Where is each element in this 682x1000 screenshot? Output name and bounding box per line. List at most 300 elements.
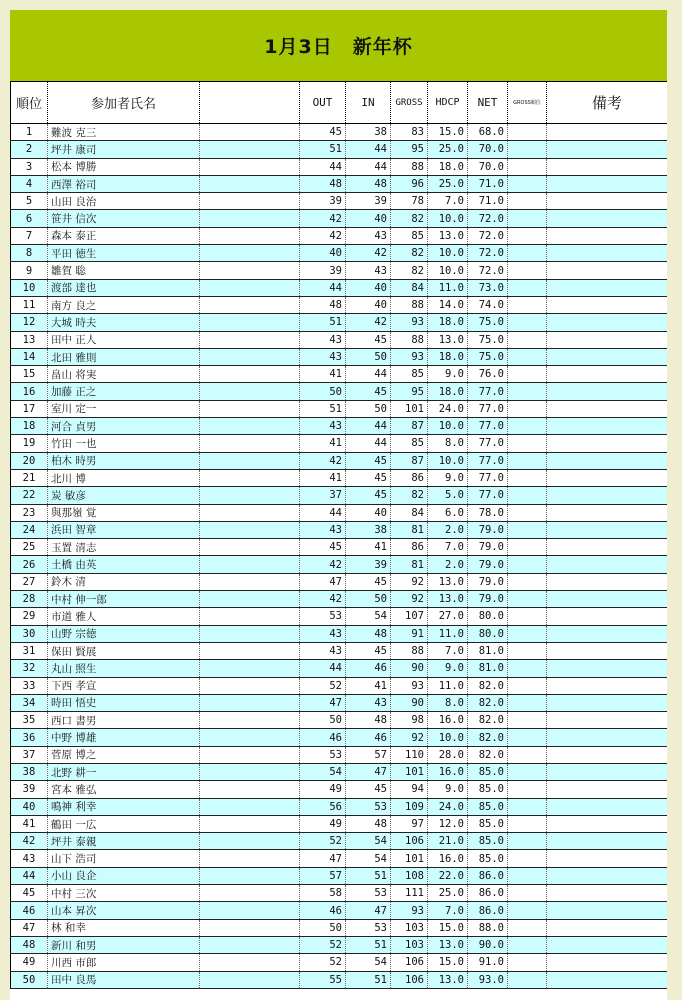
cell-blank xyxy=(200,366,300,383)
cell-rank: 1 xyxy=(11,124,48,141)
cell-blank xyxy=(200,746,300,763)
cell-in: 40 xyxy=(346,210,391,227)
cell-notes xyxy=(547,712,668,729)
cell-gross: 82 xyxy=(391,487,428,504)
cell-net: 75.0 xyxy=(468,314,508,331)
cell-gross-rank xyxy=(508,296,547,313)
cell-out: 52 xyxy=(300,936,346,953)
cell-blank xyxy=(200,435,300,452)
table-row xyxy=(11,746,668,763)
cell-gross-rank xyxy=(508,383,547,400)
cell-notes xyxy=(547,833,668,850)
cell-gross: 88 xyxy=(391,642,428,659)
cell-blank xyxy=(200,867,300,884)
cell-gross-rank xyxy=(508,452,547,469)
table-row xyxy=(11,279,668,296)
cell-blank xyxy=(200,487,300,504)
cell-net: 86.0 xyxy=(468,885,508,902)
cell-rank: 42 xyxy=(11,833,48,850)
cell-out: 44 xyxy=(300,279,346,296)
cell-rank: 19 xyxy=(11,435,48,452)
cell-out: 42 xyxy=(300,452,346,469)
cell-in: 51 xyxy=(346,936,391,953)
cell-rank: 12 xyxy=(11,314,48,331)
cell-hdcp: 28.0 xyxy=(428,746,468,763)
cell-net: 85.0 xyxy=(468,815,508,832)
cell-blank xyxy=(200,781,300,798)
cell-gross-rank xyxy=(508,227,547,244)
cell-in: 45 xyxy=(346,781,391,798)
table-row xyxy=(11,193,668,210)
cell-rank: 14 xyxy=(11,348,48,365)
cell-name: 玉置 清志 xyxy=(48,539,200,556)
cell-name: 小山 良企 xyxy=(48,867,200,884)
cell-gross-rank xyxy=(508,366,547,383)
cell-rank: 16 xyxy=(11,383,48,400)
cell-gross-rank xyxy=(508,608,547,625)
cell-gross-rank xyxy=(508,625,547,642)
cell-hdcp: 16.0 xyxy=(428,763,468,780)
table-row xyxy=(11,677,668,694)
cell-hdcp: 25.0 xyxy=(428,885,468,902)
cell-hdcp: 10.0 xyxy=(428,729,468,746)
cell-gross: 97 xyxy=(391,815,428,832)
table-row xyxy=(11,331,668,348)
cell-gross-rank xyxy=(508,279,547,296)
cell-out: 37 xyxy=(300,487,346,504)
cell-hdcp: 10.0 xyxy=(428,452,468,469)
cell-notes xyxy=(547,591,668,608)
cell-name: 難波 克三 xyxy=(48,124,200,141)
cell-gross: 92 xyxy=(391,729,428,746)
cell-blank xyxy=(200,383,300,400)
cell-in: 40 xyxy=(346,279,391,296)
cell-notes xyxy=(547,573,668,590)
cell-out: 42 xyxy=(300,227,346,244)
cell-rank: 11 xyxy=(11,296,48,313)
cell-notes xyxy=(547,245,668,262)
table-row xyxy=(11,936,668,953)
table-row xyxy=(11,400,668,417)
cell-net: 72.0 xyxy=(468,227,508,244)
cell-name: 鈴木 清 xyxy=(48,573,200,590)
cell-rank: 7 xyxy=(11,227,48,244)
cell-in: 40 xyxy=(346,504,391,521)
cell-blank xyxy=(200,833,300,850)
cell-hdcp: 27.0 xyxy=(428,608,468,625)
cell-hdcp: 13.0 xyxy=(428,936,468,953)
cell-hdcp: 18.0 xyxy=(428,383,468,400)
table-row xyxy=(11,954,668,971)
cell-notes xyxy=(547,867,668,884)
cell-name: 大城 時夫 xyxy=(48,314,200,331)
cell-net: 71.0 xyxy=(468,193,508,210)
table-row xyxy=(11,175,668,192)
cell-gross: 88 xyxy=(391,331,428,348)
cell-out: 52 xyxy=(300,833,346,850)
cell-hdcp: 10.0 xyxy=(428,245,468,262)
cell-out: 53 xyxy=(300,746,346,763)
cell-in: 53 xyxy=(346,885,391,902)
cell-hdcp: 2.0 xyxy=(428,556,468,573)
cell-rank: 27 xyxy=(11,573,48,590)
cell-notes xyxy=(547,729,668,746)
cell-name: 柏木 時男 xyxy=(48,452,200,469)
cell-notes xyxy=(547,919,668,936)
cell-in: 51 xyxy=(346,867,391,884)
cell-blank xyxy=(200,850,300,867)
cell-net: 74.0 xyxy=(468,296,508,313)
cell-net: 77.0 xyxy=(468,487,508,504)
cell-notes xyxy=(547,383,668,400)
cell-gross: 93 xyxy=(391,902,428,919)
header-blank xyxy=(200,82,300,124)
cell-notes xyxy=(547,798,668,815)
cell-gross-rank xyxy=(508,781,547,798)
cell-name: 田中 良馬 xyxy=(48,971,200,988)
table-row xyxy=(11,504,668,521)
cell-blank xyxy=(200,885,300,902)
cell-net: 80.0 xyxy=(468,625,508,642)
cell-blank xyxy=(200,158,300,175)
cell-gross-rank xyxy=(508,193,547,210)
cell-in: 44 xyxy=(346,366,391,383)
cell-notes xyxy=(547,885,668,902)
cell-in: 41 xyxy=(346,677,391,694)
cell-gross: 93 xyxy=(391,677,428,694)
cell-in: 45 xyxy=(346,642,391,659)
cell-name: 川西 市郎 xyxy=(48,954,200,971)
cell-out: 41 xyxy=(300,435,346,452)
cell-hdcp: 11.0 xyxy=(428,677,468,694)
cell-in: 50 xyxy=(346,348,391,365)
cell-name: 浜田 智章 xyxy=(48,521,200,538)
table-row xyxy=(11,660,668,677)
cell-gross: 103 xyxy=(391,919,428,936)
cell-name: 林 和幸 xyxy=(48,919,200,936)
cell-net: 68.0 xyxy=(468,124,508,141)
cell-name: 河合 貞男 xyxy=(48,418,200,435)
cell-name: 北田 雅則 xyxy=(48,348,200,365)
cell-in: 54 xyxy=(346,850,391,867)
cell-gross: 88 xyxy=(391,158,428,175)
cell-out: 43 xyxy=(300,331,346,348)
cell-rank: 33 xyxy=(11,677,48,694)
cell-name: 室川 定一 xyxy=(48,400,200,417)
cell-in: 46 xyxy=(346,660,391,677)
cell-hdcp: 12.0 xyxy=(428,815,468,832)
cell-gross-rank xyxy=(508,746,547,763)
cell-in: 42 xyxy=(346,314,391,331)
cell-in: 48 xyxy=(346,625,391,642)
cell-in: 44 xyxy=(346,418,391,435)
table-row xyxy=(11,124,668,141)
cell-out: 47 xyxy=(300,850,346,867)
cell-hdcp: 8.0 xyxy=(428,435,468,452)
cell-gross: 87 xyxy=(391,418,428,435)
cell-gross-rank xyxy=(508,331,547,348)
cell-gross-rank xyxy=(508,556,547,573)
cell-rank: 36 xyxy=(11,729,48,746)
cell-in: 38 xyxy=(346,124,391,141)
cell-in: 38 xyxy=(346,521,391,538)
cell-gross-rank xyxy=(508,642,547,659)
cell-gross: 95 xyxy=(391,383,428,400)
cell-notes xyxy=(547,400,668,417)
cell-blank xyxy=(200,539,300,556)
cell-rank: 6 xyxy=(11,210,48,227)
cell-notes xyxy=(547,677,668,694)
cell-rank: 46 xyxy=(11,902,48,919)
cell-net: 82.0 xyxy=(468,746,508,763)
cell-name: 山田 良治 xyxy=(48,193,200,210)
cell-name: 南方 良之 xyxy=(48,296,200,313)
cell-notes xyxy=(547,850,668,867)
cell-hdcp: 24.0 xyxy=(428,798,468,815)
cell-rank: 29 xyxy=(11,608,48,625)
cell-net: 77.0 xyxy=(468,400,508,417)
table-row xyxy=(11,366,668,383)
cell-rank: 43 xyxy=(11,850,48,867)
cell-net: 85.0 xyxy=(468,798,508,815)
cell-hdcp: 24.0 xyxy=(428,400,468,417)
cell-gross-rank xyxy=(508,400,547,417)
cell-blank xyxy=(200,262,300,279)
cell-gross-rank xyxy=(508,712,547,729)
cell-notes xyxy=(547,158,668,175)
results-table xyxy=(10,81,667,989)
cell-hdcp: 9.0 xyxy=(428,469,468,486)
cell-net: 70.0 xyxy=(468,158,508,175)
table-row xyxy=(11,850,668,867)
cell-in: 48 xyxy=(346,815,391,832)
cell-gross: 84 xyxy=(391,504,428,521)
table-row xyxy=(11,348,668,365)
cell-rank: 32 xyxy=(11,660,48,677)
table-row xyxy=(11,556,668,573)
cell-notes xyxy=(547,452,668,469)
table-row xyxy=(11,591,668,608)
cell-in: 44 xyxy=(346,141,391,158)
cell-out: 51 xyxy=(300,400,346,417)
cell-rank: 39 xyxy=(11,781,48,798)
cell-rank: 17 xyxy=(11,400,48,417)
cell-net: 78.0 xyxy=(468,504,508,521)
cell-gross-rank xyxy=(508,314,547,331)
cell-notes xyxy=(547,539,668,556)
cell-gross: 82 xyxy=(391,210,428,227)
results-sheet xyxy=(10,10,667,1000)
cell-out: 45 xyxy=(300,124,346,141)
cell-gross: 88 xyxy=(391,296,428,313)
cell-net: 79.0 xyxy=(468,521,508,538)
cell-notes xyxy=(547,556,668,573)
cell-in: 54 xyxy=(346,833,391,850)
cell-name: 平田 徳生 xyxy=(48,245,200,262)
table-row xyxy=(11,469,668,486)
cell-hdcp: 21.0 xyxy=(428,833,468,850)
cell-out: 51 xyxy=(300,141,346,158)
cell-rank: 2 xyxy=(11,141,48,158)
cell-rank: 49 xyxy=(11,954,48,971)
cell-hdcp: 6.0 xyxy=(428,504,468,521)
cell-out: 47 xyxy=(300,573,346,590)
cell-gross-rank xyxy=(508,867,547,884)
cell-net: 82.0 xyxy=(468,712,508,729)
cell-blank xyxy=(200,677,300,694)
table-row xyxy=(11,435,668,452)
cell-gross: 93 xyxy=(391,348,428,365)
cell-hdcp: 2.0 xyxy=(428,521,468,538)
table-row xyxy=(11,487,668,504)
cell-rank: 25 xyxy=(11,539,48,556)
cell-notes xyxy=(547,348,668,365)
cell-name: 西澤 裕司 xyxy=(48,175,200,192)
cell-in: 43 xyxy=(346,262,391,279)
cell-gross-rank xyxy=(508,573,547,590)
cell-gross: 84 xyxy=(391,279,428,296)
cell-rank: 45 xyxy=(11,885,48,902)
cell-gross-rank xyxy=(508,521,547,538)
cell-rank: 15 xyxy=(11,366,48,383)
cell-in: 44 xyxy=(346,158,391,175)
cell-hdcp: 10.0 xyxy=(428,210,468,227)
cell-gross-rank xyxy=(508,885,547,902)
cell-hdcp: 7.0 xyxy=(428,539,468,556)
cell-blank xyxy=(200,504,300,521)
cell-hdcp: 16.0 xyxy=(428,712,468,729)
cell-rank: 18 xyxy=(11,418,48,435)
cell-in: 39 xyxy=(346,556,391,573)
cell-in: 45 xyxy=(346,487,391,504)
cell-out: 58 xyxy=(300,885,346,902)
cell-hdcp: 10.0 xyxy=(428,418,468,435)
table-row xyxy=(11,608,668,625)
cell-name: 市道 雅人 xyxy=(48,608,200,625)
cell-gross: 106 xyxy=(391,954,428,971)
cell-hdcp: 18.0 xyxy=(428,348,468,365)
cell-notes xyxy=(547,331,668,348)
cell-gross: 92 xyxy=(391,591,428,608)
cell-rank: 26 xyxy=(11,556,48,573)
header-gross: GROSS xyxy=(391,82,428,124)
cell-hdcp: 7.0 xyxy=(428,902,468,919)
cell-net: 77.0 xyxy=(468,435,508,452)
cell-gross: 95 xyxy=(391,141,428,158)
table-row xyxy=(11,296,668,313)
cell-in: 45 xyxy=(346,452,391,469)
cell-rank: 8 xyxy=(11,245,48,262)
cell-blank xyxy=(200,954,300,971)
cell-gross: 86 xyxy=(391,469,428,486)
cell-gross: 98 xyxy=(391,712,428,729)
cell-gross-rank xyxy=(508,798,547,815)
cell-out: 50 xyxy=(300,383,346,400)
cell-out: 43 xyxy=(300,625,346,642)
cell-hdcp: 11.0 xyxy=(428,279,468,296)
cell-out: 44 xyxy=(300,504,346,521)
cell-gross: 87 xyxy=(391,452,428,469)
cell-blank xyxy=(200,971,300,988)
cell-notes xyxy=(547,366,668,383)
table-row xyxy=(11,815,668,832)
cell-out: 52 xyxy=(300,677,346,694)
cell-hdcp: 15.0 xyxy=(428,124,468,141)
cell-out: 51 xyxy=(300,314,346,331)
cell-in: 48 xyxy=(346,175,391,192)
table-row xyxy=(11,245,668,262)
cell-net: 75.0 xyxy=(468,331,508,348)
cell-net: 71.0 xyxy=(468,175,508,192)
cell-net: 70.0 xyxy=(468,141,508,158)
cell-gross-rank xyxy=(508,245,547,262)
cell-blank xyxy=(200,591,300,608)
cell-out: 42 xyxy=(300,210,346,227)
cell-out: 49 xyxy=(300,815,346,832)
cell-gross-rank xyxy=(508,141,547,158)
cell-notes xyxy=(547,936,668,953)
table-row xyxy=(11,833,668,850)
cell-gross-rank xyxy=(508,694,547,711)
cell-gross-rank xyxy=(508,729,547,746)
cell-out: 50 xyxy=(300,919,346,936)
cell-gross-rank xyxy=(508,971,547,988)
cell-net: 88.0 xyxy=(468,919,508,936)
cell-gross: 106 xyxy=(391,833,428,850)
cell-name: 竹田 一也 xyxy=(48,435,200,452)
cell-gross: 90 xyxy=(391,694,428,711)
cell-gross: 90 xyxy=(391,660,428,677)
cell-net: 76.0 xyxy=(468,366,508,383)
cell-gross: 96 xyxy=(391,175,428,192)
cell-gross-rank xyxy=(508,815,547,832)
cell-gross: 92 xyxy=(391,573,428,590)
cell-blank xyxy=(200,245,300,262)
cell-hdcp: 11.0 xyxy=(428,625,468,642)
cell-out: 43 xyxy=(300,348,346,365)
cell-gross-rank xyxy=(508,435,547,452)
cell-rank: 23 xyxy=(11,504,48,521)
cell-hdcp: 9.0 xyxy=(428,366,468,383)
cell-net: 85.0 xyxy=(468,850,508,867)
cell-gross: 110 xyxy=(391,746,428,763)
cell-gross: 106 xyxy=(391,971,428,988)
cell-out: 56 xyxy=(300,798,346,815)
cell-rank: 9 xyxy=(11,262,48,279)
cell-in: 43 xyxy=(346,227,391,244)
cell-net: 79.0 xyxy=(468,591,508,608)
cell-notes xyxy=(547,763,668,780)
cell-notes xyxy=(547,971,668,988)
cell-hdcp: 10.0 xyxy=(428,262,468,279)
cell-hdcp: 14.0 xyxy=(428,296,468,313)
cell-gross: 82 xyxy=(391,245,428,262)
table-row xyxy=(11,763,668,780)
cell-gross-rank xyxy=(508,158,547,175)
header-notes: 備考 xyxy=(547,82,668,124)
cell-net: 81.0 xyxy=(468,642,508,659)
cell-out: 42 xyxy=(300,591,346,608)
cell-net: 77.0 xyxy=(468,452,508,469)
header-gross-rank: GROSS順位 xyxy=(508,82,547,124)
cell-blank xyxy=(200,763,300,780)
cell-gross-rank xyxy=(508,833,547,850)
cell-gross-rank xyxy=(508,469,547,486)
cell-hdcp: 25.0 xyxy=(428,175,468,192)
cell-gross-rank xyxy=(508,763,547,780)
cell-out: 50 xyxy=(300,712,346,729)
cell-out: 52 xyxy=(300,954,346,971)
